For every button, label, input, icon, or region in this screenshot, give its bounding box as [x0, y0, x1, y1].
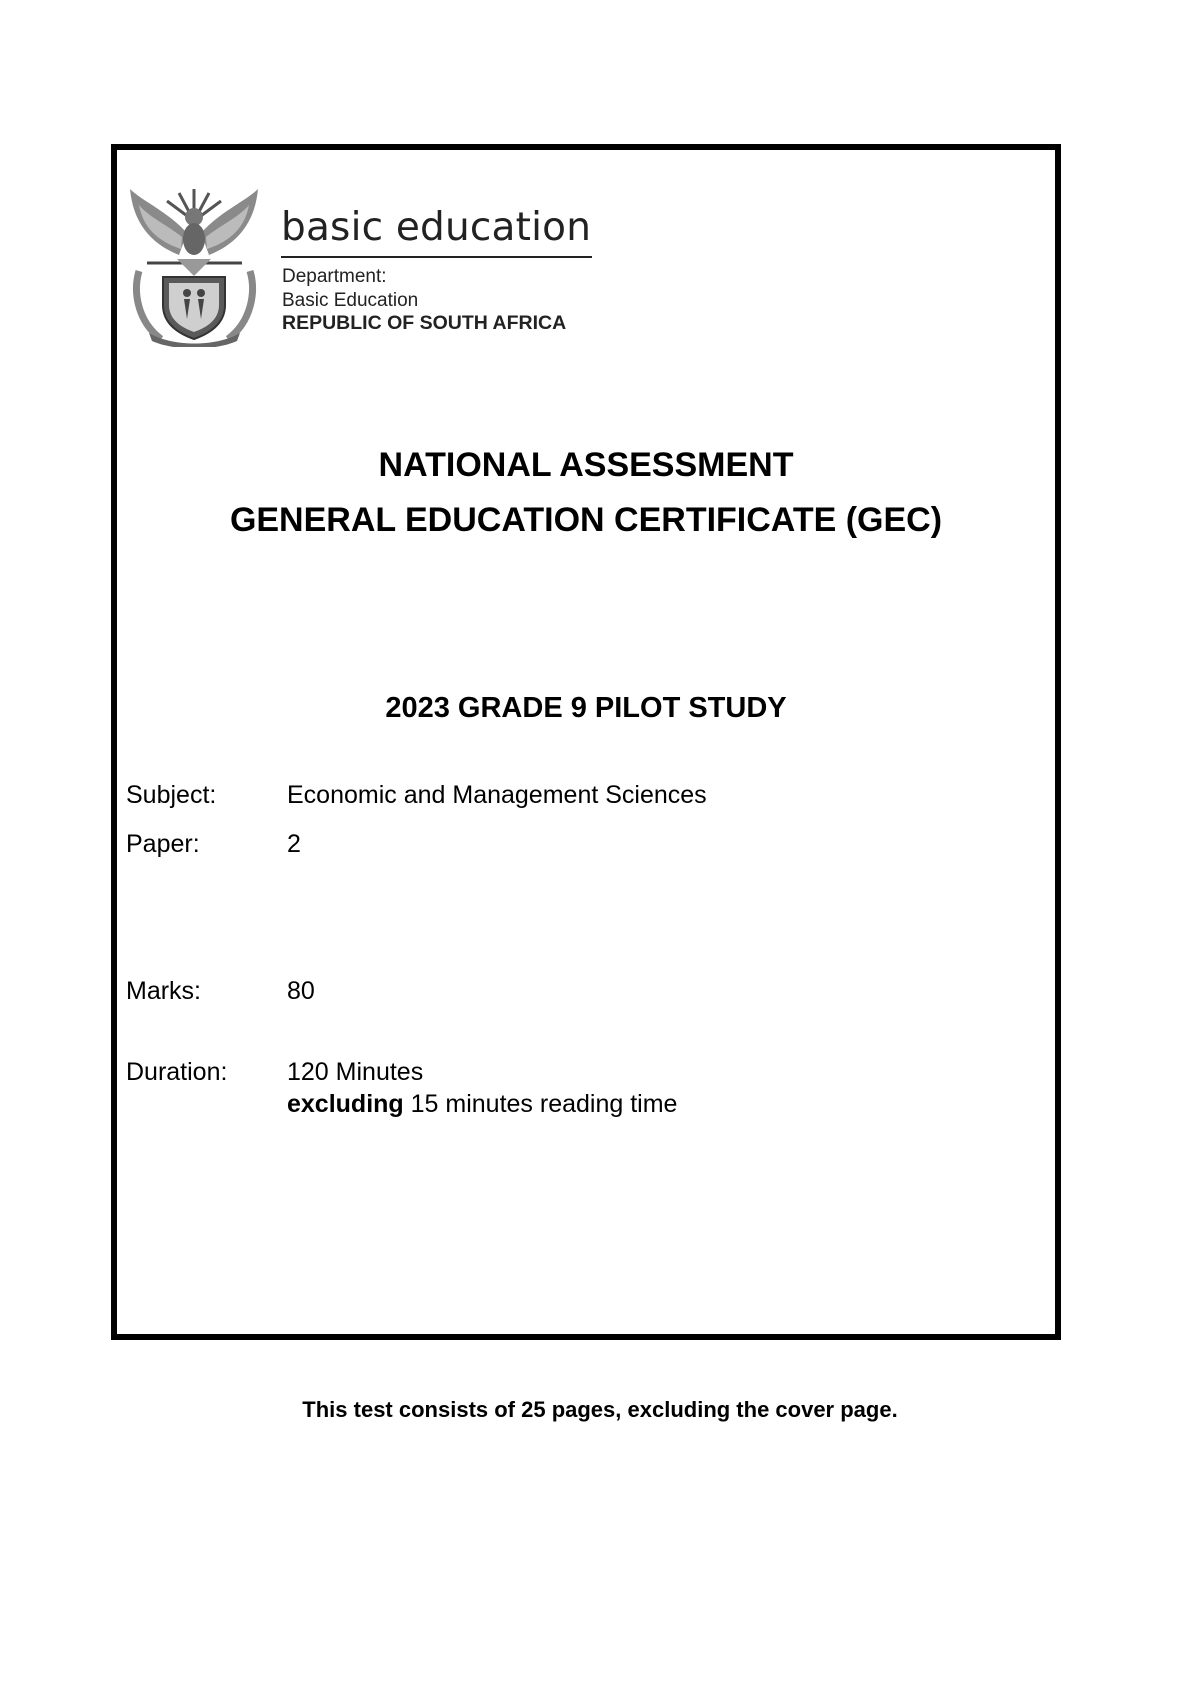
coat-of-arms-icon [127, 181, 262, 347]
paper-value: 2 [287, 830, 301, 858]
brand-title: basic education [281, 205, 592, 250]
marks-value: 80 [287, 977, 315, 1005]
department-name: Basic Education [282, 290, 419, 311]
duration-note [287, 1090, 677, 1119]
duration-label: Duration: [126, 1058, 228, 1086]
duration-value: 120 Minutes [287, 1058, 424, 1086]
country-name: REPUBLIC OF SOUTH AFRICA [282, 312, 567, 334]
subject-value: Economic and Management Sciences [287, 781, 707, 809]
study-title: 2023 GRADE 9 PILOT STUDY [385, 692, 787, 724]
brand-underline [281, 256, 592, 258]
assessment-title: NATIONAL ASSESSMENT [378, 446, 794, 484]
marks-label: Marks: [126, 977, 201, 1005]
subject-label: Subject: [126, 781, 217, 809]
duration-note-rest: 15 minutes reading time [403, 1090, 678, 1118]
paper-label: Paper: [126, 830, 200, 858]
duration-note-bold: excluding [287, 1090, 404, 1118]
department-label: Department: [282, 266, 387, 287]
certificate-title: GENERAL EDUCATION CERTIFICATE (GEC) [229, 501, 943, 539]
page-count-note: This test consists of 25 pages, excluding the cover page. [302, 1397, 898, 1422]
